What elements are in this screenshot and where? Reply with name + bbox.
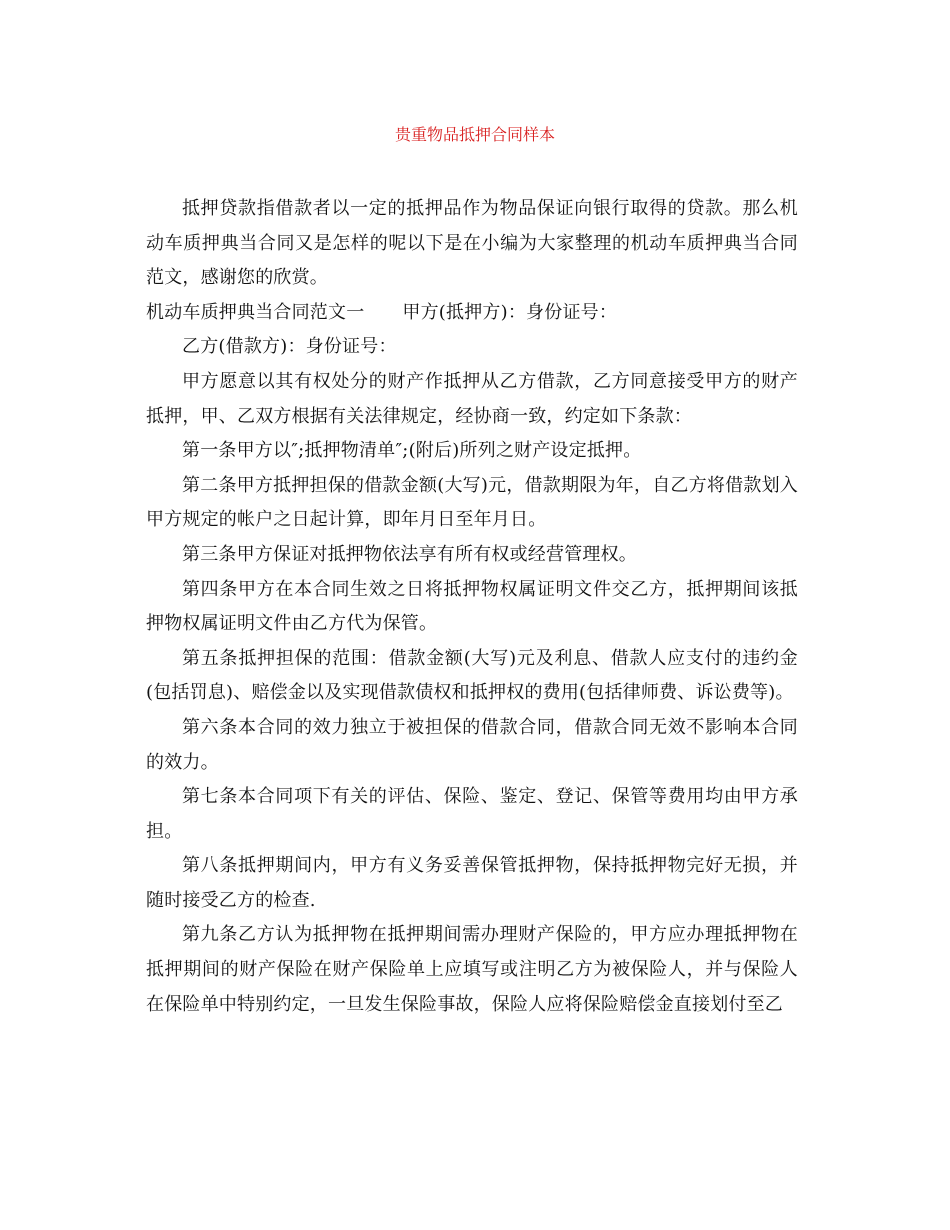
clause-1: 第一条甲方以″;抵押物清单″;(附后)所列之财产设定抵押。 [182,440,642,462]
party-a-line: 甲方(抵押方)：身份证号： [402,301,618,323]
clause-2: 第二条甲方抵押担保的借款金额(大写)元，借款期限为年，自乙方将借款划入甲方规定的帐户之日起计算，即年月日至年月日。 [146,474,798,531]
clause-9: 第九条乙方认为抵押物在抵押期间需办理财产保险的，甲方应办理抵押物在抵押期间的财产保险在财产保险单上应填写或注明乙方为被保险人，并与保险人在保险单中特别约定，一旦发生保险事故，保险人应将保险赔偿金直接划付至乙 [146,924,798,1015]
clause-3: 第三条甲方保证对抵押物依法享有所有权或经营管理权。 [182,543,637,565]
clause-6: 第六条本合同的效力独立于被担保的借款合同，借款合同无效不影响本合同的效力。 [146,716,798,773]
party-b-line: 乙方(借款方)：身份证号： [182,336,397,358]
section-heading-line [146,296,798,331]
clause-8: 第八条抵押期间内，甲方有义务妥善保管抵押物，保持抵押物完好无损，并随时接受乙方的检查. [146,855,798,911]
intro-paragraph: 抵押贷款指借款者以一定的抵押品作为物品保证向银行取得的贷款。那么机动车质押典当合同又是怎样的呢以下是在小编为大家整理的机动车质押典当合同范文，感谢您的欣赏。 [146,198,798,289]
clause-7: 第七条本合同项下有关的评估、保险、鉴定、登记、保管等费用均由甲方承担。 [146,786,798,842]
clause-4: 第四条甲方在本合同生效之日将抵押物权属证明文件交乙方，抵押期间该抵押物权属证明文件由乙方代为保管。 [146,578,798,635]
document-title: 贵重物品抵押合同样本 [394,125,555,144]
preamble-paragraph: 甲方愿意以其有权处分的财产作抵押从乙方借款，乙方同意接受甲方的财产抵押，甲、乙双方根据有关法律规定，经协商一致，约定如下条款： [146,370,798,427]
clause-5: 第五条抵押担保的范围：借款金额(大写)元及利息、借款人应支付的违约金(包括罚息)、赔偿金以及实现借款债权和抵押权的费用(包括律师费、诉讼费等)。 [146,647,798,704]
document-body [146,192,798,1022]
section-heading: 机动车质押典当合同范文一 [146,301,365,323]
